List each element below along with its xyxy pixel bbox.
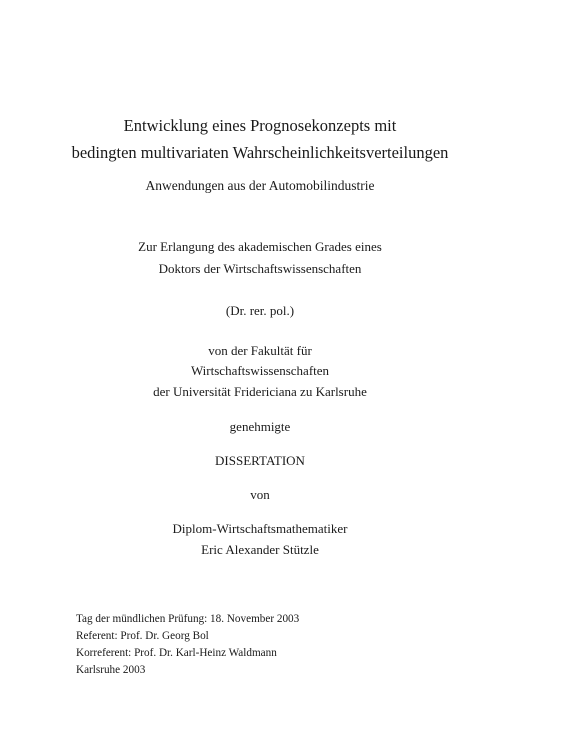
author-name: Eric Alexander Stützle [201,542,319,557]
referee: Referent: Prof. Dr. Georg Bol [76,630,209,642]
faculty-line-2: Wirtschaftswissenschaften [190,363,330,378]
purpose-line-2: Doktors der Wirtschaftswissenschaften [158,261,362,276]
faculty-line-1: von der Fakultät für [208,343,312,358]
thesis-title-line-2: bedingten multivariaten Wahrscheinlichkeitsverteilungen [71,143,449,162]
exam-date: Tag der mündlichen Prüfung: 18. November 2003 [76,613,300,625]
thesis-subtitle: Anwendungen aus der Automobilindustrie [145,178,375,193]
by-label: von [250,487,270,502]
coreferee: Korreferent: Prof. Dr. Karl-Heinz Waldmann [76,647,277,659]
author-degree: Diplom-Wirtschaftsmathematiker [172,521,348,536]
place-year: Karlsruhe 2003 [76,664,146,676]
approved-label: genehmigte [229,419,291,434]
degree-abbreviation: (Dr. rer. pol.) [225,303,295,318]
faculty-line-3: der Universität Fridericiana zu Karlsruhe [153,384,367,399]
document-type: DISSERTATION [215,453,305,468]
thesis-title-line-1: Entwicklung eines Prognosekonzepts mit [123,116,397,135]
purpose-line-1: Zur Erlangung des akademischen Grades eines [138,239,382,254]
